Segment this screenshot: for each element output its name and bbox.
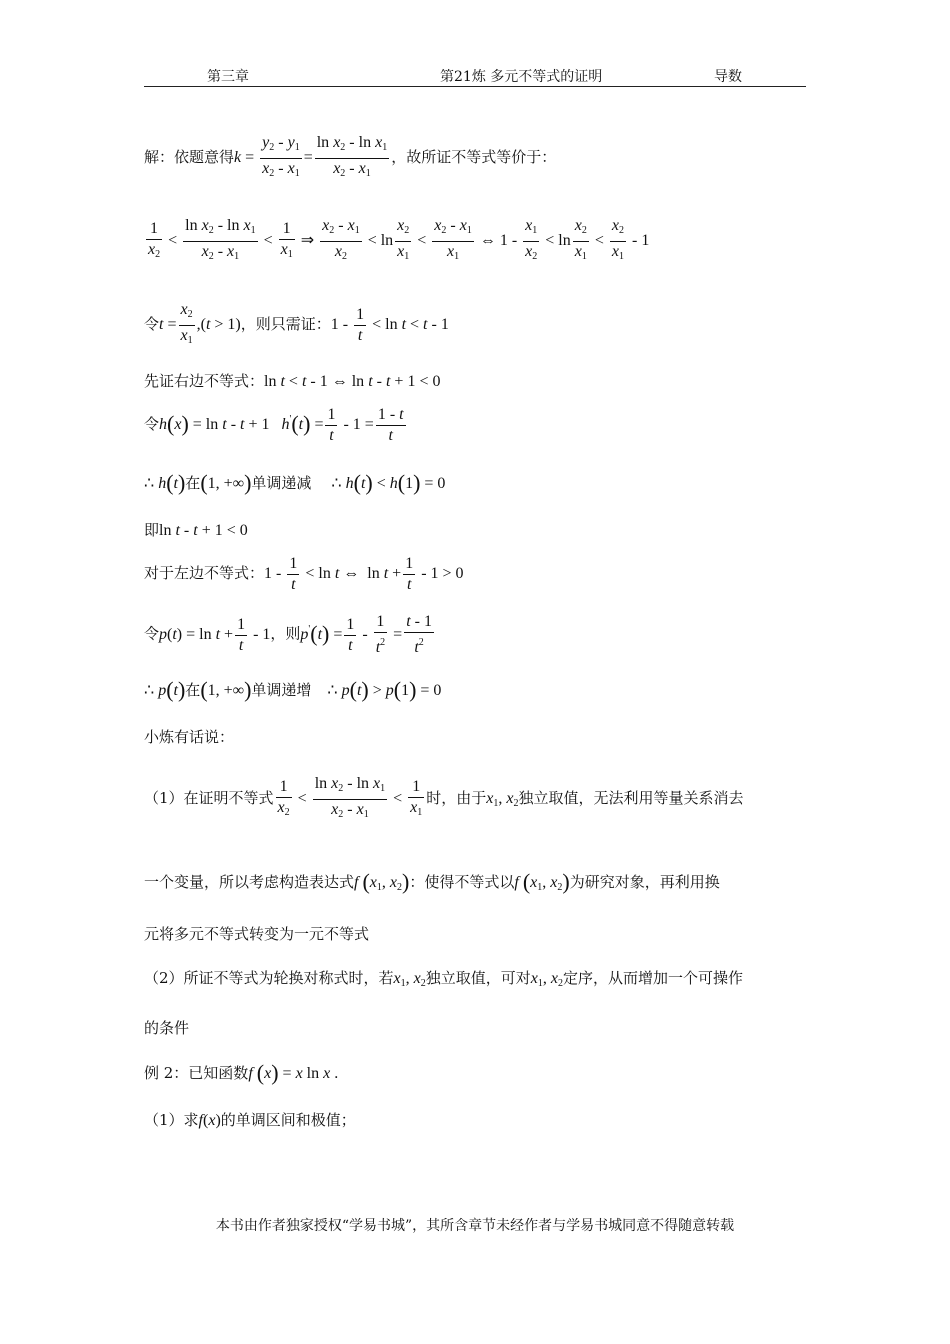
header-chapter: 第三章 [207, 69, 249, 85]
header-title: 第21炼 多元不等式的证明 [440, 69, 603, 85]
copyright-footer: 本书由作者独家授权“学易书城”，其所含章节未经作者与学易书城同意不得随意转载 [215, 1218, 735, 1234]
left-inequality-line: 对于左边不等式：1 - $\frac{1}{t}$ < ln t ⇔ ln t + $\frac{1}{t}$ - 1 > 0 [144, 555, 464, 593]
example-2-statement: 例 2：已知函数f (x) = x ln x . [144, 1060, 339, 1085]
header-rule [144, 86, 806, 87]
note-2-line-2: 的条件 [144, 1019, 190, 1037]
substitution-line: 令t = $\frac{x_2}{x_1}$ ,(t > 1)，则只需证：1 - $\frac{1}{t}$ < ln t < t - 1 [144, 301, 449, 346]
note-1-line-1: （1）在证明不等式 $\frac{1}{x_2}$ < $\frac{\ln x_2 - \ln x_1}{x_2 - x_1}$ < $\frac{1}{x_1}$ 时，由于$x_1$, $x_2$独立取值，无法利用等量关系消去 [144, 775, 744, 820]
solution-line-slope: 解：依题意得k = $\frac{y_2 - y_1}{x_2 - x_1}$ = $\frac{\ln x_2 - \ln x_1}{x_2 - x_1}$ ，故所证不等式等价于： [144, 134, 557, 179]
equivalent-inequality: $\frac{1}{x_2}$ < $\frac{\ln x_2 - \ln x_1}{x_2 - x_1}$ < $\frac{1}{x_1}$ ⇒ $\frac{x_2 - x_1}{x_2}$ < ln $\frac{x_2}{x_1}$ < $\frac{x_2 - x_1}{x_1}$ ⇔ 1 - $\frac{x_1}{x_2}$ < ln $\frac{x_2}{x_1}$ < $\frac{x_2}{x_1}$ - 1 [148, 217, 650, 262]
p-increasing-line: ∴ p(t)在(1, +∞)单调递增 ∴ p(t) > p(1) = 0 [144, 677, 442, 702]
note-title: 小炼有话说： [144, 728, 235, 746]
note-1-line-2: 一个变量，所以考虑构造表达式f ($x_1$, $x_2$)：使得不等式以f ($x_1$, $x_2$)为研究对象，再利用换 [144, 869, 720, 894]
right-inequality-line: 先证右边不等式：ln t < t - 1 ⇔ ln t - t + 1 < 0 [144, 372, 441, 390]
example-2-question-1: （1）求f(x)的单调区间和极值； [144, 1111, 356, 1129]
define-p-line: 令p(t) = ln t + $\frac{1}{t}$ - 1，则p'(t) = $\frac{1}{t}$ - $\frac{1}{t^2}$ = $\frac{t - 1}{t^2}$ [144, 613, 432, 656]
note-1-line-3: 元将多元不等式转变为一元不等式 [144, 925, 370, 943]
header-subject: 导数 [714, 69, 742, 85]
define-h-line: 令h(x) = ln t - t + 1 h'(t) = $\frac{1}{t}$ - 1 = $\frac{1 - t}{t}$ [144, 406, 404, 444]
h-decreasing-line: ∴ h(t)在(1, +∞)单调递减 ∴ h(t) < h(1) = 0 [144, 470, 446, 495]
note-2-line-1: （2）所证不等式为轮换对称式时，若$x_1$, $x_2$独立取值，可对$x_1$, $x_2$定序，从而增加一个可操作 [144, 969, 744, 989]
therefore-line: 即ln t - t + 1 < 0 [144, 521, 248, 539]
